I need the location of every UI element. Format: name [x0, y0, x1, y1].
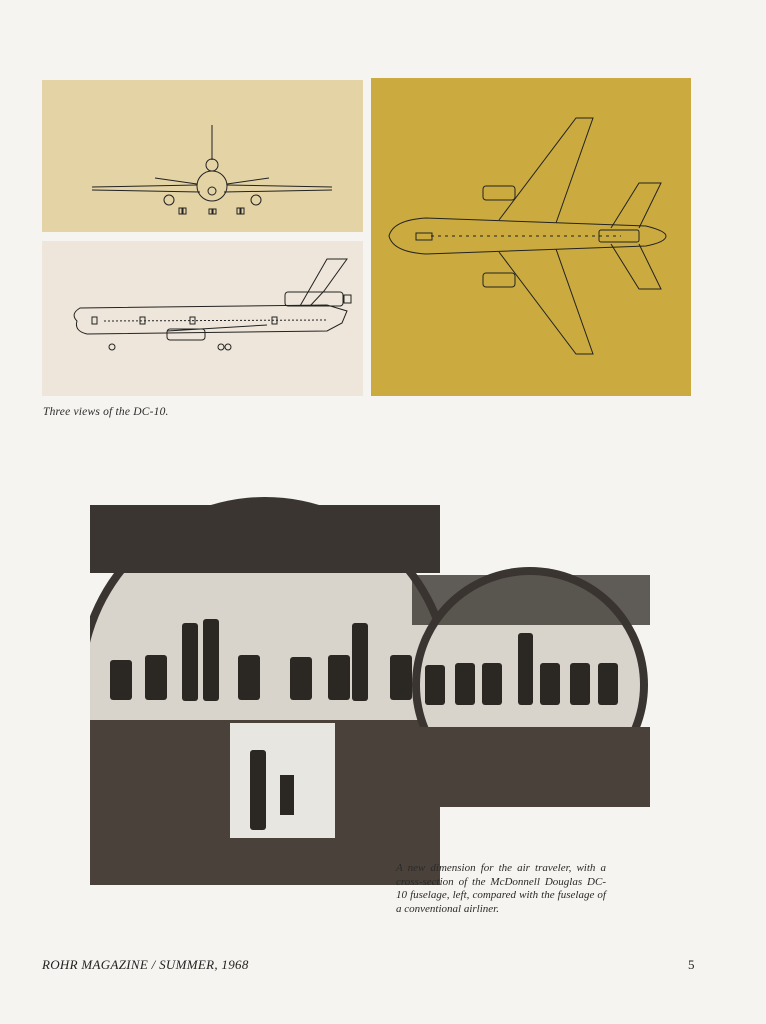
figure-caption-three-views: Three views of the DC-10. [43, 406, 169, 418]
dc10-top-view [371, 78, 691, 396]
dc10-side-view [42, 241, 363, 396]
dc10-front-view [42, 80, 363, 232]
page-number: 5 [688, 957, 695, 972]
publication-footer: ROHR MAGAZINE / SUMMER, 1968 [42, 957, 249, 972]
figure-caption-cross-section: A new dimension for the air traveler, with a cross-section of the McDonnell Douglas DC-10 fuselage, left, compared with the fuselage of a conventional airliner. [396, 862, 606, 915]
fuselage-cross-section-illustration [90, 495, 650, 885]
